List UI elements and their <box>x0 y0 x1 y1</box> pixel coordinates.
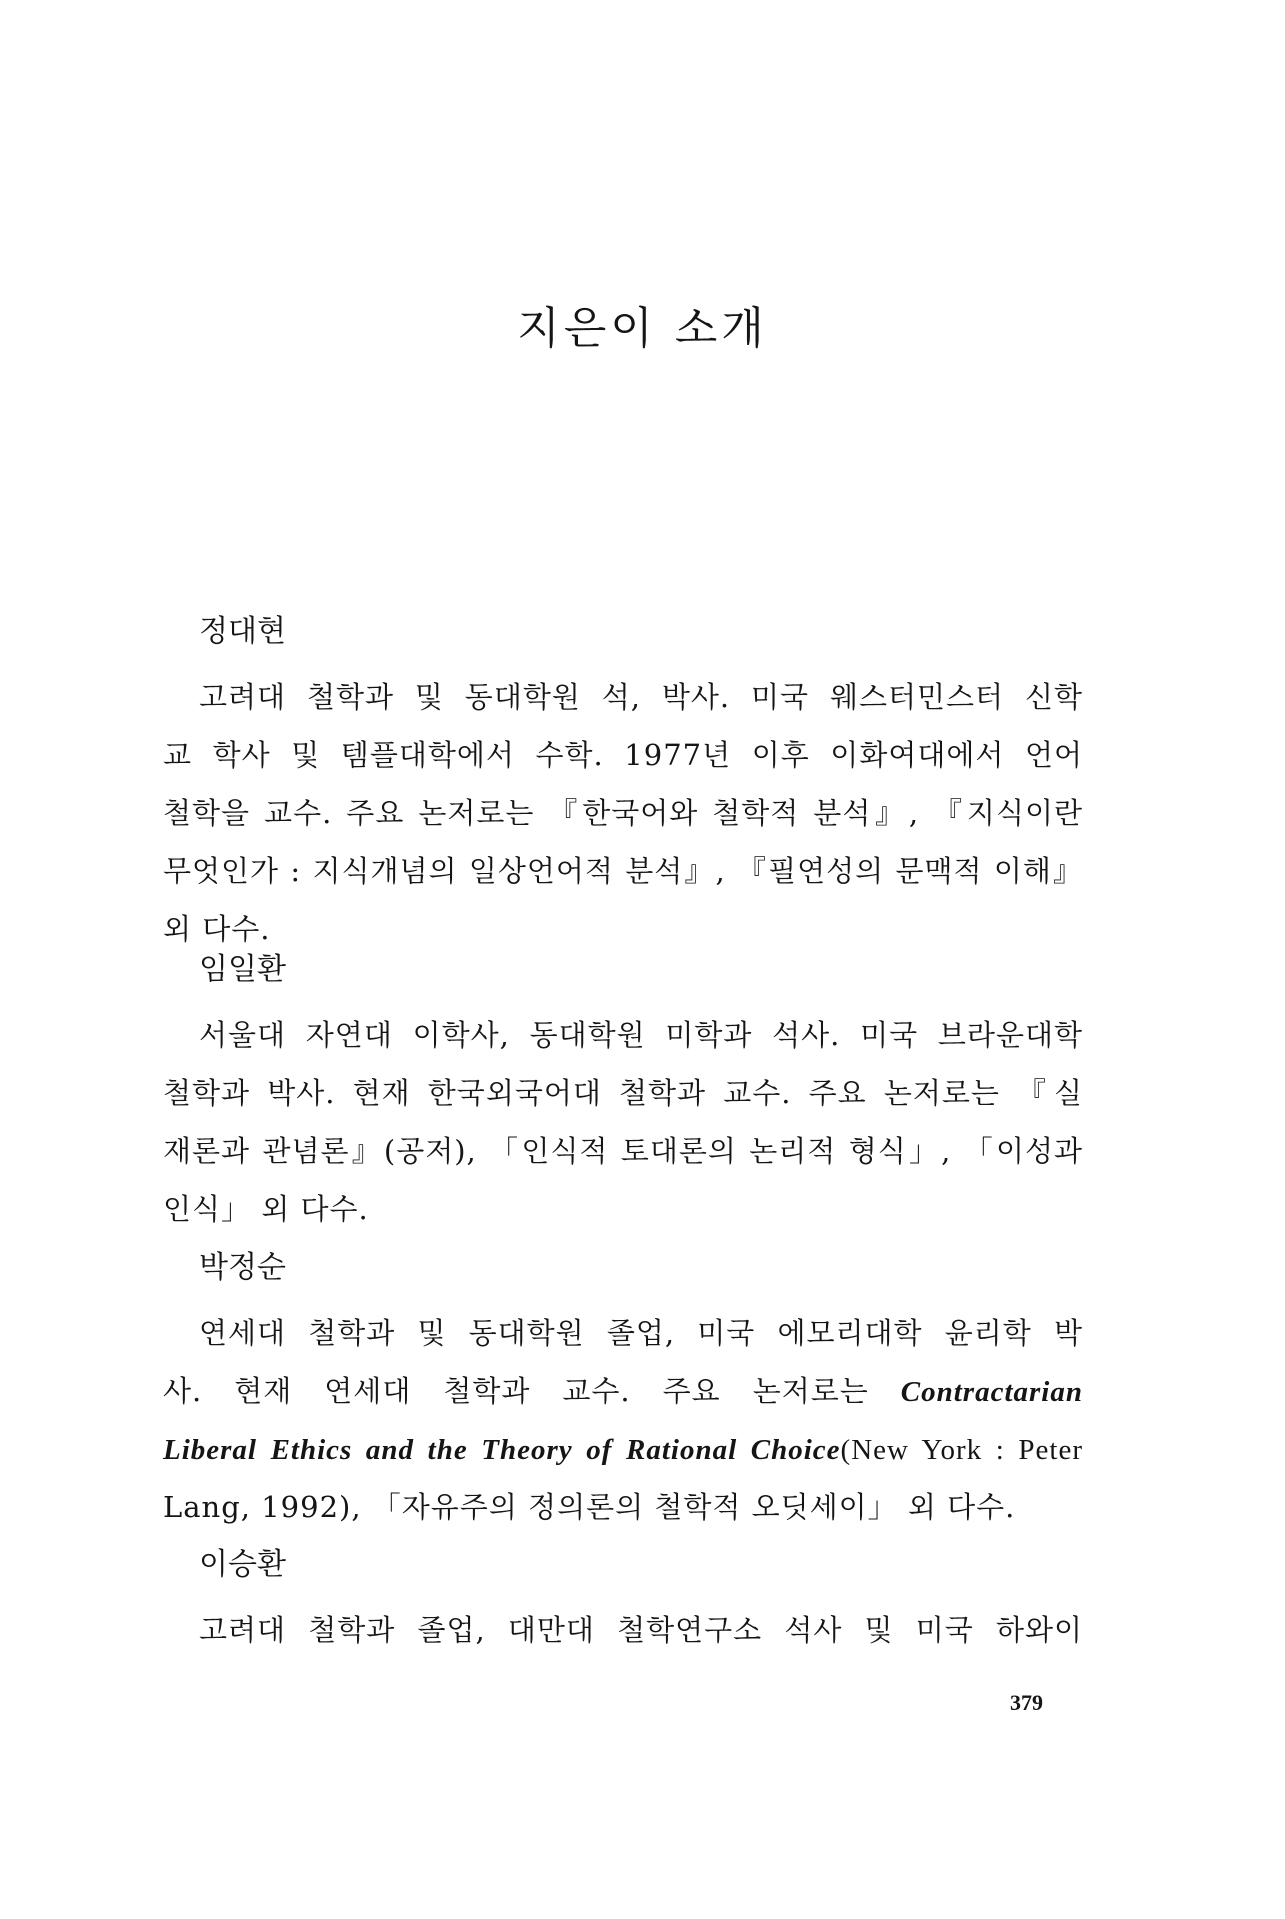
bio-text: 사. 현재 연세대 철학과 교수. 주요 논저로는 <box>163 1374 901 1408</box>
author-name: 임일환 <box>199 952 286 987</box>
bio-text-line: 교 학사 및 템플대학에서 수학. 1977년 이후 이화여대에서 언어 <box>163 738 1083 772</box>
author-bio-4 <box>163 1545 1083 1659</box>
bio-text-line: 무엇인가 : 지식개념의 일상언어적 분석』, 『필연성의 문맥적 이해』 <box>163 854 1083 888</box>
bio-text-line: 외 다수. <box>163 912 271 946</box>
bio-text-line: 철학을 교수. 주요 논저로는 『한국어와 철학적 분석』, 『지식이란 <box>163 796 1083 830</box>
author-name: 이승환 <box>199 1547 286 1582</box>
bio-text-line: 고려대 철학과 졸업, 대만대 철학연구소 석사 및 미국 하와이 <box>199 1613 1083 1647</box>
bio-text-line: 연세대 철학과 및 동대학원 졸업, 미국 에모리대학 윤리학 박 <box>199 1316 1083 1350</box>
bio-text-line: 재론과 관념론』(공저), 「인식적 토대론의 논리적 형식」, 「이성과 <box>163 1134 1083 1168</box>
bio-text-line: 서울대 자연대 이학사, 동대학원 미학과 석사. 미국 브라운대학 <box>199 1018 1083 1052</box>
page-number: 379 <box>1010 1690 1043 1715</box>
bio-text-line: 고려대 철학과 및 동대학원 석, 박사. 미국 웨스터민스터 신학 <box>199 680 1083 714</box>
author-name: 박정순 <box>199 1250 286 1285</box>
bio-text-line <box>163 1362 1083 1420</box>
author-bio-1 <box>163 612 1083 958</box>
book-title-italic: Contractarian <box>900 1376 1083 1408</box>
bio-text-line: 인식」 외 다수. <box>163 1192 369 1226</box>
author-bio-2 <box>163 950 1083 1238</box>
bio-text-line: 철학과 박사. 현재 한국외국어대 철학과 교수. 주요 논저로는 『실 <box>163 1076 1083 1110</box>
book-title-italic: Liberal Ethics and the Theory of Rational Choice <box>163 1434 841 1466</box>
page-title: 지은이 소개 <box>517 303 768 354</box>
author-bio-3 <box>163 1248 1083 1536</box>
bio-text-line: Lang, 1992), 「자유주의 정의론의 철학적 오딧세이」 외 다수. <box>163 1490 1016 1524</box>
author-name: 정대현 <box>199 614 286 649</box>
bio-text: (New York : Peter <box>840 1434 1083 1466</box>
bio-text-line <box>163 1420 1083 1478</box>
